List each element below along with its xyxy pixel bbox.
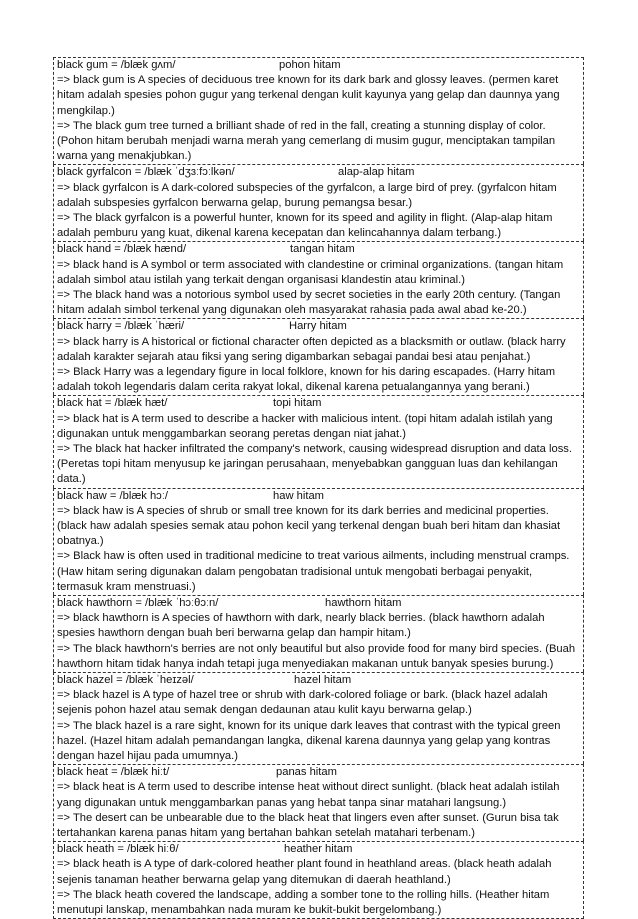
entry-term: black harry = /blæk ˈhæri/ xyxy=(57,320,185,333)
entry-black-gyrfalcon xyxy=(53,164,584,241)
glossary-page xyxy=(53,57,584,919)
entry-translation: haw hitam xyxy=(273,489,324,502)
entry-term: black heat = /blæk hiːt/ xyxy=(57,766,170,779)
entry-head xyxy=(57,765,581,780)
entry-black-heat xyxy=(53,764,584,841)
entry-term: black heath = /blæk hiːθ/ xyxy=(57,843,179,856)
entry-term: black gyrfalcon = /blæk ˈdʒɜːfɔːlkən/ xyxy=(57,166,235,179)
entry-example: => The desert can be unbearable due to the black heat that lingers even after sunset. (Gurun bisa tak tertahankan karena panas hitam yang bertahan bahkan setelah matahari terbenam.) xyxy=(57,811,559,840)
entry-definition: => black heath is A type of dark-colored heather plant found in heathland areas. (black heath adalah sejenis tanaman heather berwarna gelap yang ditemukan di daerah heathland.) xyxy=(57,858,552,886)
entry-head xyxy=(57,489,581,504)
entry-black-hazel xyxy=(53,672,584,764)
entry-black-heath xyxy=(53,841,584,919)
entry-example: => The black hazel is a rare sight, known for its unique dark leaves that contrast with the typical green hazel. (Hazel hitam adalah pemandangan langka, dikenal karena daunnya yang gelap yang kontras dengan hazel hijau pada umumnya.) xyxy=(57,719,561,763)
entry-translation: heather hitam xyxy=(284,843,353,856)
entry-translation: panas hitam xyxy=(276,766,337,779)
entry-definition: => black gyrfalcon is A dark-colored subspecies of the gyrfalcon, a large bird of prey. (gyrfalcon hitam adalah subspesies gyrfalcon berwarna gelap, burung pemangsa besar.) xyxy=(57,181,557,209)
entry-term: black hat = /blæk hæt/ xyxy=(57,397,168,410)
entry-example: => The black heath covered the landscape, adding a somber tone to the rolling hills. (Heather hitam menutupi lanskap, menambahkan nada muram ke bukit-bukit bergelombang.) xyxy=(57,888,550,917)
entry-head xyxy=(57,842,581,857)
entry-example: => Black Harry was a legendary figure in local folklore, known for his daring escapades. (Harry hitam adalah tokoh legendaris dalam cerita rakyat lokal, dikenal karena petualangannya yang berani.) xyxy=(57,366,556,394)
entry-translation: Harry hitam xyxy=(289,320,347,333)
entry-head xyxy=(57,673,581,688)
entry-translation: hawthorn hitam xyxy=(325,597,402,610)
entry-example: => The black hawthorn's berries are not only beautiful but also provide food for many bird species. (Buah hawthorn hitam tidak hanya indah tetapi juga menyediakan makanan untuk banyak spesies burung.) xyxy=(57,642,576,670)
entry-term: black gum = /blæk ɡʌm/ xyxy=(57,59,176,71)
entry-head xyxy=(57,165,581,180)
entry-translation: tangan hitam xyxy=(290,243,355,256)
entry-black-haw xyxy=(53,488,584,595)
entry-example: => Black haw is often used in traditional medicine to treat various ailments, including menstrual cramps. (Haw hitam sering digunakan dalam pengobatan tradisional untuk mengobati berbagai penyakit, termasuk kram menstruasi.) xyxy=(57,550,570,593)
entry-term: black hand = /blæk hænd/ xyxy=(57,243,187,256)
entry-black-gum xyxy=(53,57,584,164)
entry-translation: pohon hitam xyxy=(279,59,341,71)
entry-example: => The black gyrfalcon is a powerful hunter, known for its speed and agility in flight. (Alap-alap hitam adalah pemburu yang kuat, dikenal karena kecepatan dan kelincahannya dalam terbang.) xyxy=(57,212,553,240)
entry-example: => The black gum tree turned a brilliant shade of red in the fall, creating a stunning display of color. (Pohon hitam berubah menjadi warna merah yang cemerlang di musim gugur, menciptakan tampilan warna yang menakjubkan.) xyxy=(57,119,556,163)
entry-definition: => black hat is A term used to describe a hacker with malicious intent. (topi hitam adalah istilah yang digunakan untuk menggambarkan seorang peretas dengan niat jahat.) xyxy=(57,412,553,440)
entry-head xyxy=(57,596,581,611)
entry-head xyxy=(57,319,581,334)
entry-example: => The black hand was a notorious symbol used by secret societies in the early 20th century. (Tangan hitam adalah simbol terkenal yang digunakan oleh masyarakat rahasia pada awal abad ke-20.) xyxy=(57,289,561,317)
entry-definition: => black gum is A species of deciduous tree known for its dark bark and glossy leaves. (permen karet hitam adalah spesies pohon gugur yang terkenal dengan kulit kayunya yang gelap dan daunnya yang mengkilap.) xyxy=(57,74,560,117)
entry-definition: => black hand is A symbol or term associated with clandestine or criminal organizations. (tangan hitam adalah simbol atau istilah yang terkait dengan organisasi klandestin atau kriminal.) xyxy=(57,258,564,286)
entry-definition: => black heat is A term used to describe intense heat without direct sunlight. (black heat adalah istilah yang digunakan untuk menggambarkan panas yang hebat tanpa sinar matahari langsung.) xyxy=(57,781,560,809)
entry-example: => The black hat hacker infiltrated the company's network, causing widespread disruption and data loss. (Peretas topi hitam menyusup ke jaringan perusahaan, menyebabkan gangguan luas dan kehilangan data.) xyxy=(57,443,572,486)
entry-term: black haw = /blæk hɔː/ xyxy=(57,489,168,502)
entry-black-hawthorn xyxy=(53,595,584,672)
entry-black-harry xyxy=(53,318,584,395)
entry-translation: topi hitam xyxy=(273,397,322,410)
entry-definition: => black harry is A historical or fictional character often depicted as a blacksmith or outlaw. (black harry adalah karakter sejarah atau fiksi yang sering digambarkan sebagai pandai besi atau penjahat.) xyxy=(57,335,566,363)
entry-translation: alap-alap hitam xyxy=(338,166,415,179)
entry-head xyxy=(57,396,581,411)
entry-term: black hawthorn = /blæk ˈhɔːθɔːn/ xyxy=(57,597,219,610)
entry-black-hand xyxy=(53,241,584,318)
entry-term: black hazel = /blæk ˈheɪzəl/ xyxy=(57,674,194,687)
entry-definition: => black hazel is A type of hazel tree or shrub with dark-colored foliage or bark. (black hazel adalah sejenis pohon hazel atau semak dengan dedaunan atau kulit kayu berwarna gelap.) xyxy=(57,689,548,717)
entry-head xyxy=(57,58,581,73)
entry-translation: hazel hitam xyxy=(294,674,352,687)
entry-head xyxy=(57,242,581,257)
entry-black-hat xyxy=(53,395,584,487)
entry-definition: => black hawthorn is A species of hawthorn with dark, nearly black berries. (black hawthorn adalah spesies hawthorn dengan buah beri berwarna gelap dan hampir hitam.) xyxy=(57,612,545,640)
entry-definition: => black haw is A species of shrub or small tree known for its dark berries and medicinal properties. (black haw adalah spesies semak atau pohon kecil yang terkenal dengan buah beri hitam dan khasiat obatnya.) xyxy=(57,504,561,548)
